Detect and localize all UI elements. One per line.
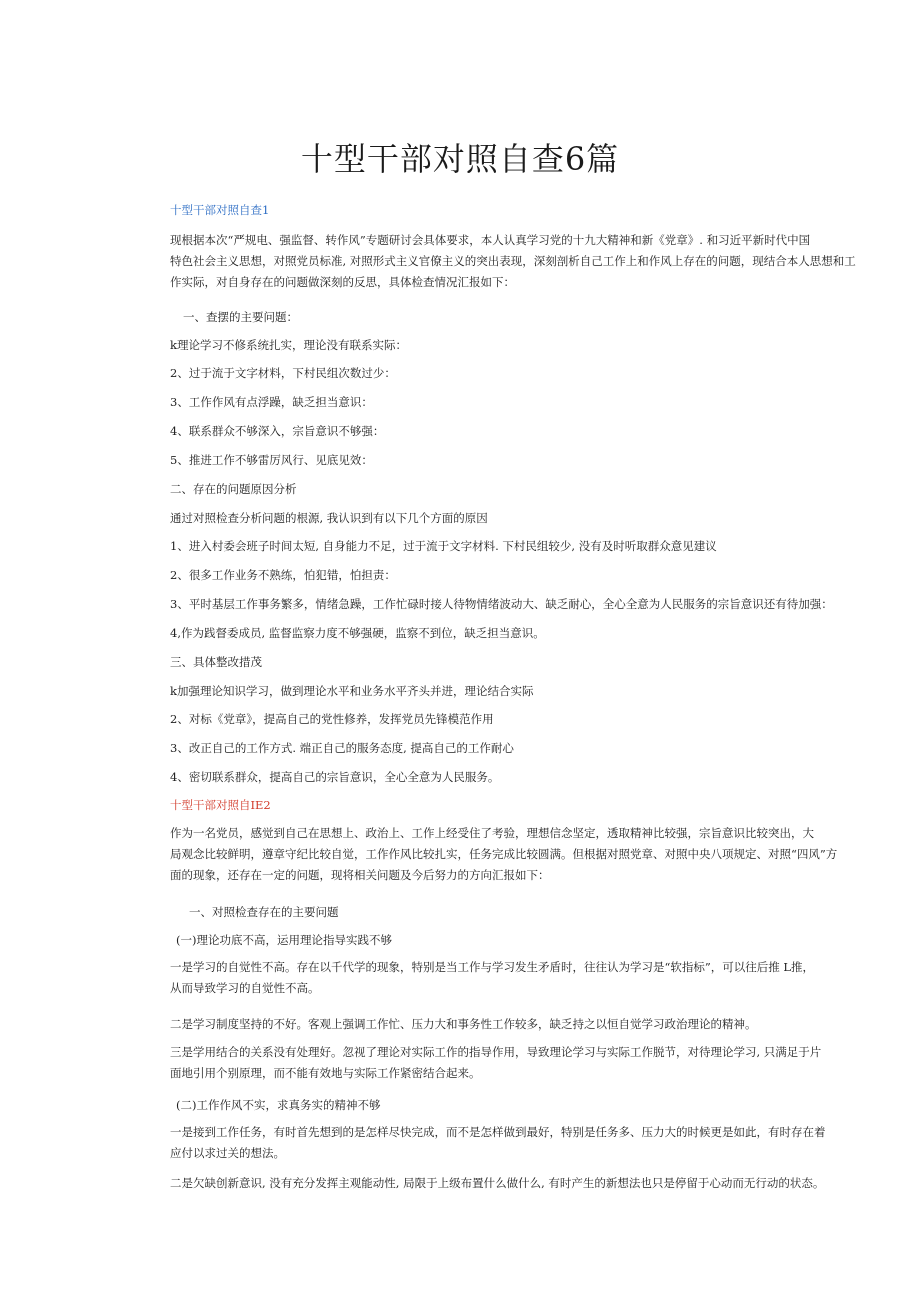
paragraph-line: 二是欠缺创新意识, 没有充分发挥主观能动性, 局限于上级布置什么做什么, 有时产生的新想法也只是停留于心动而无行动的状态。	[170, 1176, 825, 1190]
list-item: 5、推进工作不够雷厉风行、见底见效：	[170, 453, 373, 467]
list-item: k加强理论知识学习，做到理论水平和业务水平齐头并进，理论结合实际	[170, 684, 534, 698]
list-item: 2、过于流于文字材料，下村民组次数过少：	[170, 366, 396, 380]
paragraph-line: 一是学习的自觉性不高。存在以千代学的现象，特别是当工作与学习发生矛盾时，往往认为学习是“软指标”，可以往后推 L推，	[170, 960, 815, 974]
list-item: 2、对标《党章》，提高自己的党性修养，发挥党员先锋模范作用	[170, 712, 494, 726]
list-item: 4、联系群众不够深入，宗旨意识不够强：	[170, 424, 385, 438]
intro-line: 面的现象，还存在一定的问题，现将相关问题及今后努力的方向汇报如下：	[170, 868, 550, 882]
part-title: 二、存在的问题原因分析	[170, 482, 297, 496]
paragraph-line: 面地引用个别原理，而不能有效地与实际工作紧密结合起来。	[170, 1066, 481, 1080]
list-item: 4,作为践督委成员, 监督监察力度不够强硬，监察不到位，缺乏担当意识。	[170, 626, 545, 640]
paragraph-line: 应付以求过关的想法。	[170, 1146, 285, 1160]
list-item: 4、密切联系群众，提高自己的宗旨意识，全心全意为人民服务。	[170, 770, 500, 784]
paragraph	[170, 957, 815, 999]
intro-line: 作为一名党员，感觉到自己在思想上、政治上、工作上经受住了考验，理想信念坚定，透取精神比较强，宗旨意识比较突出，大	[170, 826, 814, 840]
intro-line: 特色社会主义思想，对照党员标准, 对照形式主义官僚主义的突出表现，深刻剖析自己工作上和作风上存在的问题，现结合本人思想和工	[170, 254, 856, 268]
sub-title: (一)理论功底不高，运用理论指导实践不够	[176, 933, 392, 947]
part-title: 三、具体整改措茂	[170, 655, 262, 669]
list-item: 3、改正自己的工作方式. 端正自己的服务态度, 提高自己的工作耐心	[170, 741, 514, 755]
list-item: 3、平时基层工作事务繁多，情绪急躁，工作忙碌时接人待物情绪波动大、缺乏耐心，全心全意为人民服务的宗旨意识还有待加强：	[170, 597, 833, 611]
section-heading-2: 十型干部对照自IE2	[170, 798, 271, 812]
list-item: k理论学习不修系统扎实，理论没有联系实际：	[170, 338, 407, 352]
paragraph	[170, 1122, 826, 1164]
paragraph-line: 从而导致学习的自觉性不高。	[170, 981, 320, 995]
intro-line: 局观念比较鲜明，遵章守纪比较自觉，工作作风比较扎实，任务完成比较圆满。但根据对照党章、对照中央八项规定、对照“四风”方	[170, 847, 838, 861]
section-heading-1: 十型干部对照自查1	[170, 203, 270, 217]
part-title: 一、对照检查存在的主要问题	[189, 905, 339, 919]
list-item: 1、进入村委会班子时间太短, 自身能力不足，过于流于文字材料. 下村民组较少, 没有及时听取群众意见建议	[170, 539, 717, 553]
paragraph	[170, 1173, 825, 1194]
paragraph: 通过对照检查分析问题的根源, 我认识到有以下几个方面的原因	[170, 511, 488, 525]
sub-title: (二)工作作风不实，求真务实的精神不够	[176, 1098, 381, 1112]
paragraph	[170, 1042, 822, 1084]
list-item: 3、工作作风有点浮躁，缺乏担当意识：	[170, 395, 373, 409]
paragraph-line: 二是学习制度坚持的不好。客观上强调工作忙、压力大和事务性工作较多，缺乏持之以恒自觉学习政治理论的精神。	[170, 1017, 757, 1031]
section1-intro	[170, 230, 856, 293]
intro-line: 作实际，对自身存在的问题做深刻的反思，具体检查情况汇报如下：	[170, 275, 515, 289]
paragraph-line: 一是接到工作任务，有时首先想到的是怎样尽快完成，而不是怎样做到最好，特别是任务多、压力大的时候更是如此，有时存在着	[170, 1125, 826, 1139]
intro-line: 现根据本次“严规电、强监督、转作风”专题研讨会具体要求，本人认真学习党的十九大精神和新《党章》. 和习近平新时代中国	[170, 233, 811, 247]
section2-intro	[170, 823, 838, 886]
part-title: 一、查摆的主要问题：	[183, 310, 298, 324]
paragraph	[170, 1014, 790, 1035]
document-title: 十型干部对照自查6篇	[300, 140, 620, 178]
paragraph-line: 三是学用结合的关系没有处理好。忽视了理论对实际工作的指导作用，导致理论学习与实际工作脱节，对待理论学习, 只满足于片	[170, 1045, 822, 1059]
list-item: 2、很多工作业务不熟练，怕犯错，怕担责：	[170, 568, 396, 582]
